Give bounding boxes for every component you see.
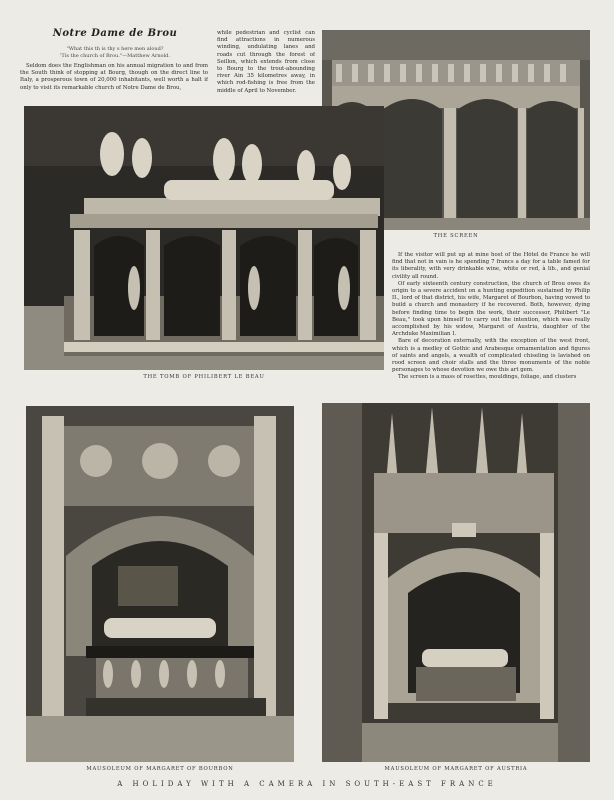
body-paragraph-2: Of early sixteenth century construction, the church of Brou owes its origin to a severe accident on a hunting expedition sustained by Philip II., lord of that district, his wife, Margaret of Bourbon, having vowed to build a church and monastery if he recovered. Both, however, dying before finding time to begin the work, their successor, Philibert "Le Beau," took upon himself to carry out the intention, which was really accomplished by his widow, Margaret of Austria, daughter of the Archduke Maximilian I. <box>392 280 590 338</box>
body-column <box>392 252 590 398</box>
caption-screen: THE SCREEN <box>433 233 479 239</box>
body-paragraph-4: The screen is a mass of rosettes, mouldings, foliage, and clusters <box>398 374 577 381</box>
tomb-illustration <box>24 106 384 370</box>
intro-continued-column <box>217 30 315 102</box>
article-title: Notre Dame de Brou <box>52 28 178 39</box>
body-paragraph-1: If the visitor will put up at mine host of the Hôtel de France he will find that not in vain is he spending 7 francs a day for a table famed for its liberality, with very drinkable wine, white or red, à lib., and genial civility all round. <box>392 252 590 280</box>
epigraph-line-1: "What this th is thy s here men aloud? <box>66 46 164 52</box>
photo-bourbon-mausoleum <box>26 406 294 762</box>
intro-paragraph: Seldom does the Englishman on his annual migration to and from the South think of stopping at Bourg, though on the direct line to Italy, a prosperous town of 20,000 inhabitants, well worth a halt if only to visit its remarkable church of Notre Dame de Brou, <box>20 63 208 91</box>
page-footer-title: A HOLIDAY WITH A CAMERA IN SOUTH-EAST FRANCE <box>117 780 497 788</box>
photo-tomb-philibert <box>24 106 384 370</box>
intro-continued-paragraph: while pedestrian and cyclist can find attractions in numerous winding, undulating lanes and roads cut through the forest of Seillon, which extends from close to Bourg to the trout-abounding river Ain 35 kilometres away, in which rod-fishing is free from the middle of April to November. <box>217 30 315 94</box>
epigraph <box>20 46 210 60</box>
bourbon-illustration <box>26 406 294 762</box>
photo-austria-mausoleum <box>322 403 590 762</box>
epigraph-line-2: 'Tis the church of Brou."—Matthew Arnold. <box>60 53 170 59</box>
intro-column <box>20 63 208 103</box>
caption-austria: MAUSOLEUM OF MARGARET OF AUSTRIA <box>384 766 528 772</box>
caption-bourbon: MAUSOLEUM OF MARGARET OF BOURBON <box>86 766 234 772</box>
body-paragraph-3: Bare of decoration externally, with the exception of the west front, which is a medley of Gothic and Arabesque ornamentation and figures of saints and angels, a wealth of complicated chiseling is lavished on rood screen and choir stalls and the three monuments of the noble personages to whose devotion we owe this art gem. <box>392 338 590 374</box>
caption-tomb: THE TOMB OF PHILIBERT LE BEAU <box>143 374 265 380</box>
austria-illustration <box>322 403 590 762</box>
